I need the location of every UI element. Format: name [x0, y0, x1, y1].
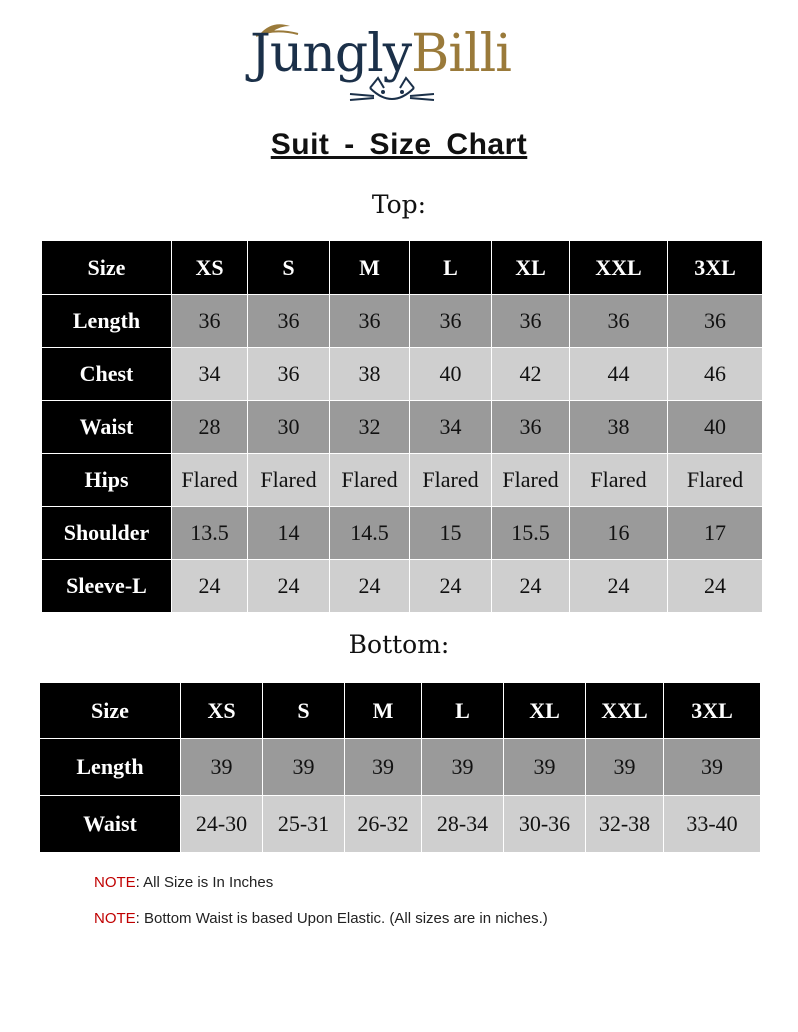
table-cell: 32 — [330, 401, 410, 454]
row-label: Length — [42, 295, 172, 348]
bottom-size-table — [39, 682, 761, 853]
table-cell: Flared — [172, 454, 248, 507]
note-label: NOTE — [94, 874, 136, 891]
table-cell: 16 — [570, 507, 668, 560]
table-cell: 25-31 — [263, 796, 345, 853]
bottom-section-label: Bottom: — [348, 630, 450, 659]
table-row — [42, 560, 763, 613]
table-cell: 24 — [330, 560, 410, 613]
brand-logo — [250, 12, 570, 112]
table-cell: 36 — [330, 295, 410, 348]
table-cell: 28 — [172, 401, 248, 454]
size-header: Size — [42, 241, 172, 295]
table-cell: 39 — [345, 739, 422, 796]
table-row — [40, 796, 761, 853]
table-cell: 46 — [668, 348, 763, 401]
table-cell: 24 — [248, 560, 330, 613]
table-cell: 39 — [664, 739, 761, 796]
table-cell: 33-40 — [664, 796, 761, 853]
table-cell: 34 — [410, 401, 492, 454]
table-row — [42, 295, 763, 348]
table-cell: 24 — [668, 560, 763, 613]
size-header: Size — [40, 683, 181, 739]
table-cell: 14.5 — [330, 507, 410, 560]
row-label: Length — [40, 739, 181, 796]
table-cell: 34 — [172, 348, 248, 401]
table-cell: 14 — [248, 507, 330, 560]
table-cell: 24 — [172, 560, 248, 613]
table-cell: 42 — [492, 348, 570, 401]
table-row — [42, 401, 763, 454]
table-row — [40, 739, 761, 796]
table-cell: 36 — [410, 295, 492, 348]
table-cell: Flared — [668, 454, 763, 507]
table-cell: Flared — [410, 454, 492, 507]
header-row — [40, 683, 761, 739]
table-cell: 24 — [410, 560, 492, 613]
table-cell: 38 — [570, 401, 668, 454]
size-column-header: 3XL — [668, 241, 763, 295]
table-cell: Flared — [330, 454, 410, 507]
table-cell: 39 — [422, 739, 504, 796]
table-cell: 24 — [492, 560, 570, 613]
note-elastic — [94, 910, 548, 927]
table-cell: 36 — [492, 295, 570, 348]
table-cell: 44 — [570, 348, 668, 401]
size-column-header: XXL — [570, 241, 668, 295]
page-title: Suit - Size Chart — [270, 128, 528, 161]
table-cell: Flared — [248, 454, 330, 507]
table-row — [42, 454, 763, 507]
table-cell: 39 — [181, 739, 263, 796]
table-cell: 24-30 — [181, 796, 263, 853]
table-cell: 36 — [172, 295, 248, 348]
brand-wordmark — [250, 24, 511, 84]
size-column-header: XS — [181, 683, 263, 739]
table-cell: 36 — [668, 295, 763, 348]
table-cell: 36 — [248, 295, 330, 348]
brand-name-part2: Billi — [411, 24, 511, 84]
table-cell: 36 — [570, 295, 668, 348]
table-row — [42, 507, 763, 560]
note-text: : All Size is In Inches — [135, 874, 274, 891]
size-column-header: M — [330, 241, 410, 295]
row-label: Shoulder — [42, 507, 172, 560]
top-section-label: Top: — [371, 190, 427, 219]
size-column-header: S — [263, 683, 345, 739]
table-cell: 39 — [586, 739, 664, 796]
table-cell: 15.5 — [492, 507, 570, 560]
table-cell: Flared — [570, 454, 668, 507]
table-cell: 13.5 — [172, 507, 248, 560]
header-row — [42, 241, 763, 295]
size-column-header: L — [410, 241, 492, 295]
row-label: Hips — [42, 454, 172, 507]
table-cell: 36 — [492, 401, 570, 454]
table-cell: 36 — [248, 348, 330, 401]
row-label: Waist — [42, 401, 172, 454]
table-cell: 26-32 — [345, 796, 422, 853]
table-cell: 40 — [410, 348, 492, 401]
table-row — [42, 348, 763, 401]
size-column-header: S — [248, 241, 330, 295]
note-text: : Bottom Waist is based Upon Elastic. (All sizes are in niches.) — [135, 910, 548, 927]
table-cell: 30 — [248, 401, 330, 454]
table-cell: 28-34 — [422, 796, 504, 853]
note-inches — [94, 874, 273, 891]
table-cell: 15 — [410, 507, 492, 560]
brand-name-part1: Jungly — [250, 24, 412, 84]
top-size-table — [41, 240, 763, 613]
table-cell: 40 — [668, 401, 763, 454]
table-cell: 32-38 — [586, 796, 664, 853]
size-column-header: M — [345, 683, 422, 739]
size-column-header: 3XL — [664, 683, 761, 739]
row-label: Chest — [42, 348, 172, 401]
table-cell: 24 — [570, 560, 668, 613]
table-cell: 17 — [668, 507, 763, 560]
note-label: NOTE — [94, 910, 136, 927]
size-column-header: XL — [492, 241, 570, 295]
table-cell: 39 — [504, 739, 586, 796]
size-column-header: XL — [504, 683, 586, 739]
row-label: Sleeve-L — [42, 560, 172, 613]
table-cell: 39 — [263, 739, 345, 796]
row-label: Waist — [40, 796, 181, 853]
size-column-header: XXL — [586, 683, 664, 739]
size-column-header: L — [422, 683, 504, 739]
size-column-header: XS — [172, 241, 248, 295]
table-cell: Flared — [492, 454, 570, 507]
table-cell: 38 — [330, 348, 410, 401]
table-cell: 30-36 — [504, 796, 586, 853]
